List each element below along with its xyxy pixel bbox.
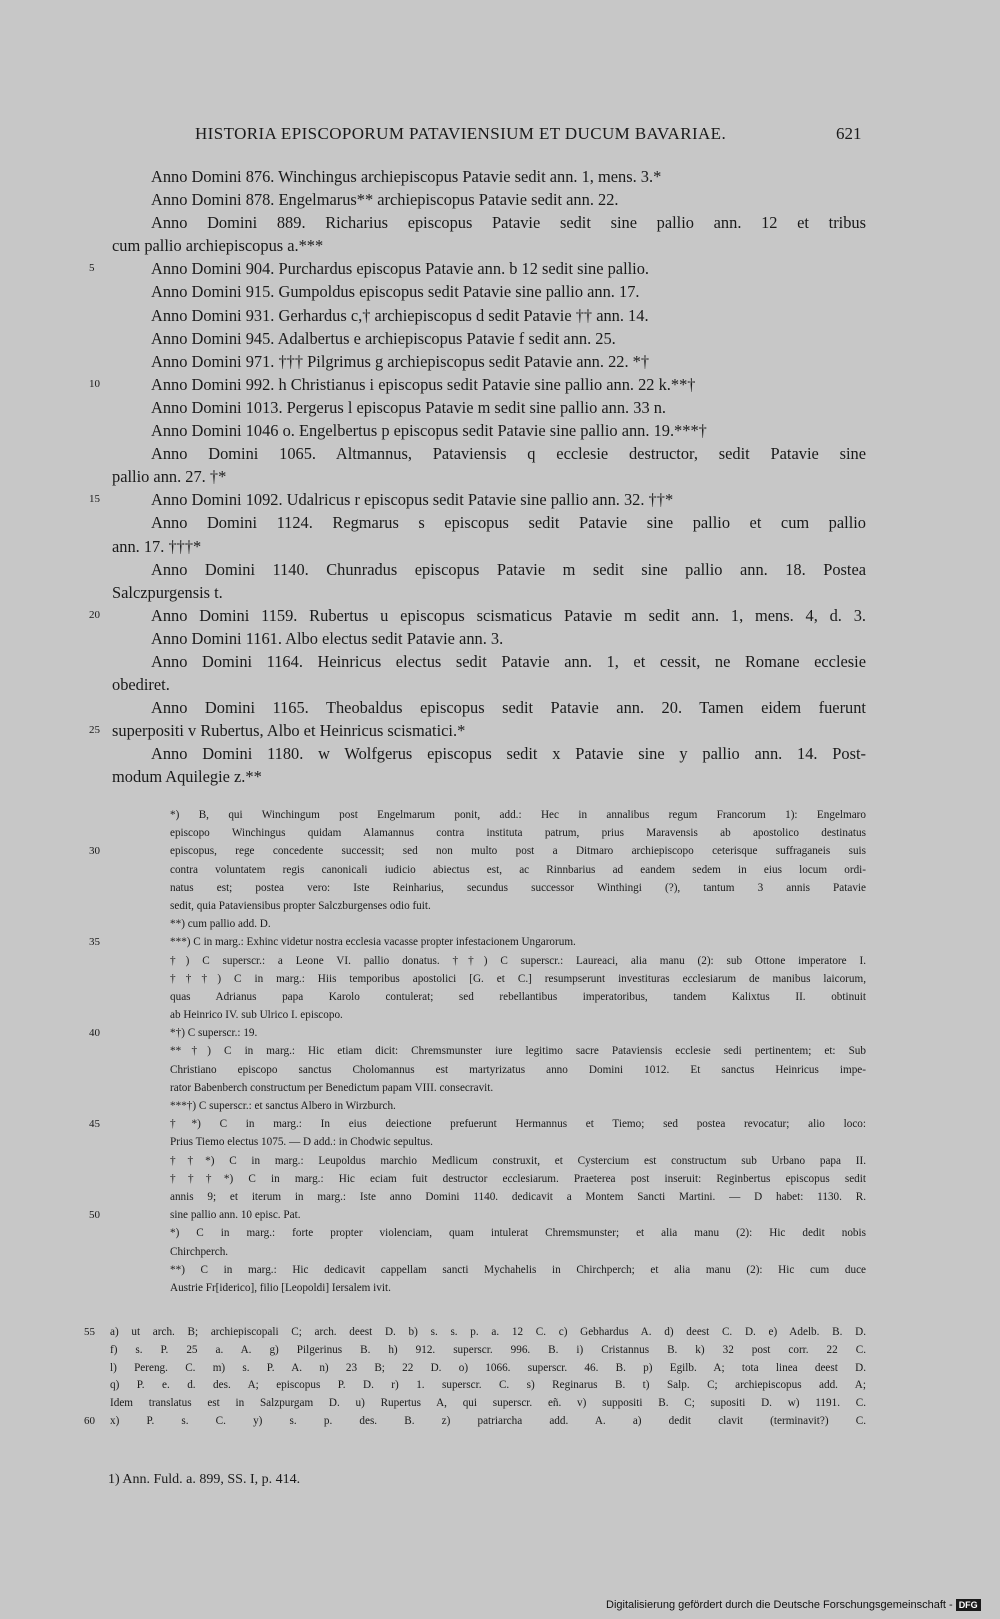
main-text: Anno Domini 945. Adalbertus e archiepiscopus Patavie f sedit ann. 25. [151, 328, 616, 348]
note-text: sine pallio ann. 10 episc. Pat. [170, 1209, 301, 1222]
note-line [112, 1042, 866, 1060]
apparatus-text: a) ut arch. B; archiepiscopali C; arch. deest D. b) s. s. p. a. 12 C. c) Gebhardus A. d) deest C. D. e) Adelb. B. D. [110, 1326, 866, 1338]
page-number: 621 [836, 124, 862, 143]
main-line [89, 488, 866, 511]
note-text: Christiano episcopo sanctus Cholomannus est martyrizatus anno Domini 1012. Et sanctus Heinricus impe- [170, 1063, 866, 1076]
line-number: 20 [89, 608, 100, 621]
main-line [112, 396, 866, 419]
main-line [89, 373, 866, 396]
apparatus-text: f) s. P. 25 a. A. g) Pilgerinus B. h) 912. superscr. 996. B. i) Cristannus B. k) 32 post corr. 22 C. [110, 1343, 866, 1356]
note-text: *) B, qui Winchingum post Engelmarum ponit, add.: Hec in annalibus regum Francorum 1): Engelmaro [170, 809, 866, 821]
line-number: 50 [89, 1209, 100, 1222]
note-text: ***) C in marg.: Exhinc videtur nostra ecclesia vacasse propter infestacionem Ungarorum. [170, 936, 576, 949]
main-line [112, 234, 866, 257]
main-text: Anno Domini 1065. Altmannus, Pataviensis q ecclesie destructor, sedit Patavie sine [151, 444, 866, 464]
main-text: Anno Domini 878. Engelmarus** archiepiscopus Patavie sedit ann. 22. [151, 190, 619, 210]
note-line [112, 1152, 866, 1170]
main-text: Anno Domini 992. h Christianus i episcopus sedit Patavie sine pallio ann. 22 k.**† [151, 374, 696, 394]
main-text: Anno Domini 1159. Rubertus u episcopus scismaticus Patavie m sedit ann. 1, mens. 4, d. 3. [151, 605, 866, 625]
note-text: *) C in marg.: forte propter violenciam, quam intulerat Chremsmunster; et alia manu (2): Hic dedit nobis [170, 1227, 866, 1240]
main-line [112, 350, 866, 373]
main-text: Anno Domini 1092. Udalricus r episcopus sedit Patavie sine pallio ann. 32. ††* [151, 490, 674, 510]
main-text: pallio ann. 27. †* [112, 467, 227, 487]
footer-text: Digitalisierung gefördert durch die Deutsche Forschungsgemeinschaft - [606, 1599, 953, 1611]
main-text: Anno Domini 904. Purchardus episcopus Patavie ann. b 12 sedit sine pallio. [151, 259, 650, 279]
note-text: Austrie Fr[iderico], filio [Leopoldi] Iersalem ivit. [170, 1281, 391, 1294]
note-line [112, 806, 866, 824]
note-line [89, 933, 866, 951]
main-text: cum pallio archiepiscopus a.*** [112, 236, 324, 256]
note-line [112, 1261, 866, 1279]
main-line [112, 673, 866, 696]
note-line [89, 842, 866, 860]
main-line [112, 211, 866, 234]
note-line [112, 879, 866, 897]
dfg-logo: DFG [956, 1599, 981, 1611]
apparatus-text: Idem translatus est in Salzpurgam D. u) Rupertus A, qui superscr. eñ. v) suppositi B. C; supositi D. w) 1191. C. [110, 1397, 866, 1410]
note-line [112, 952, 866, 970]
main-line [112, 465, 866, 488]
note-text: episcopo Winchingus quidam Alamannus contra instituta patrum, prius Maravensis ab apostolico destinatus [170, 827, 866, 840]
note-line [112, 1079, 866, 1097]
line-number: 35 [89, 936, 100, 949]
note-text: quas Adrianus papa Karolo contulerat; sed rebellantibus imperatoribus, tandem Kalixtus II. obtinuit [170, 990, 866, 1003]
main-text: Anno Domini 1164. Heinricus electus sedit Patavie ann. 1, et cessit, ne Romane ecclesie [151, 651, 866, 671]
digitization-footer [606, 1599, 981, 1611]
main-text: Anno Domini 1013. Pergerus l episcopus Patavie m sedit sine pallio ann. 33 n. [151, 397, 667, 417]
note-line [112, 1170, 866, 1188]
note-text: Chirchperch. [170, 1245, 229, 1258]
apparatus-line [84, 1413, 866, 1431]
main-text: modum Aquilegie z.** [112, 767, 262, 787]
note-text: ††*) C in marg.: Leupoldus marchio Medlicum construxit, et Cystercium est constructum sub Urbano papa II. [170, 1154, 866, 1167]
main-line [112, 535, 866, 558]
line-number: 55 [84, 1326, 95, 1338]
page-header [0, 124, 1000, 150]
line-number: 15 [89, 493, 100, 506]
main-text: Anno Domini 889. Richarius episcopus Patavie sedit sine pallio ann. 12 et tribus [151, 213, 866, 233]
note-line [112, 1224, 866, 1242]
note-text: ab Heinrico IV. sub Ulrico I. episcopo. [170, 1009, 343, 1022]
line-number: 60 [84, 1414, 95, 1427]
main-line [112, 442, 866, 465]
main-line [112, 696, 866, 719]
main-line [112, 650, 866, 673]
note-text: **) C in marg.: Hic dedicavit cappellam sancti Mychahelis in Chirchperch; et alia manu (2): Hic cum duce [170, 1263, 866, 1276]
main-line [112, 742, 866, 765]
note-text: †*) C in marg.: In eius deiectione prefuerunt Hermannus et Tiemo; sed postea revocatur; alio loco: [170, 1118, 866, 1131]
line-number: 30 [89, 845, 100, 858]
note-line [112, 1097, 866, 1115]
note-text: natus est; postea vero: Iste Reinharius, secundus successor Winthingi (?), tantum 3 annis Patavie [170, 881, 866, 894]
apparatus-text: l) Pereng. C. m) s. P. A. n) 23 B; 22 D. o) 1066. superscr. 46. B. p) Egilb. A; tota linea deest D. [110, 1361, 866, 1374]
note-line [89, 1206, 866, 1224]
note-text: **) cum pallio add. D. [170, 918, 271, 931]
note-line [112, 915, 866, 933]
main-line [112, 511, 866, 534]
note-line [112, 824, 866, 842]
main-line [89, 257, 866, 280]
main-text [89, 165, 866, 789]
main-line [112, 304, 866, 327]
main-text: Anno Domini 971. ††† Pilgrimus g archiepiscopus sedit Patavie ann. 22. *† [151, 351, 650, 371]
main-text: Anno Domini 1165. Theobaldus episcopus sedit Patavie ann. 20. Tamen eidem fuerunt [151, 698, 866, 718]
main-line [112, 327, 866, 350]
source-footnote: 1) Ann. Fuld. a. 899, SS. I, p. 414. [108, 1472, 301, 1487]
note-line [112, 897, 866, 915]
line-number: 10 [89, 377, 100, 390]
note-text: †) C superscr.: a Leone VI. pallio donatus. ††) C superscr.: Laureaci, alia manu (2): sub Ottone imperatore I. [170, 954, 866, 967]
main-text: Anno Domini 1140. Chunradus episcopus Patavie m sedit sine pallio ann. 18. Postea [151, 559, 866, 579]
note-line [112, 1243, 866, 1261]
note-text: annis 9; et iterum in marg.: Iste anno Domini 1140. dedicavit a Montem Sancti Martini. — D habet: 1130. R. [170, 1190, 866, 1203]
line-number: 40 [89, 1027, 100, 1040]
note-line [112, 1188, 866, 1206]
note-text: Prius Tiemo electus 1075. — D add.: in Chodwic sepultus. [170, 1136, 433, 1149]
note-text: *†) C superscr.: 19. [170, 1027, 258, 1040]
note-line [112, 1061, 866, 1079]
note-line [89, 1024, 866, 1042]
line-number: 5 [89, 262, 95, 275]
apparatus-line [88, 1377, 866, 1395]
note-line [89, 1115, 866, 1133]
main-text: superpositi v Rubertus, Albo et Heinricus scismatici.* [112, 721, 466, 741]
note-line [112, 988, 866, 1006]
main-line [89, 604, 866, 627]
apparatus-text: q) P. e. d. des. A; episcopus P. D. r) 1. superscr. C. s) Reginarus B. t) Salp. C; archiepiscopus add. A; [110, 1379, 866, 1392]
main-line [112, 280, 866, 303]
note-line [112, 970, 866, 988]
apparatus-line [88, 1342, 866, 1360]
note-text: contra voluntatem regis canonicali iudicio abiectus est, ac Rinnbarius ad eandem sedem in eius locum ordi- [170, 863, 866, 876]
apparatus-line [88, 1360, 866, 1378]
main-line [112, 419, 866, 442]
main-text: Salczpurgensis t. [112, 582, 223, 602]
running-title: HISTORIA EPISCOPORUM PATAVIENSIUM ET DUCUM BAVARIAE. [195, 124, 727, 143]
main-line [112, 627, 866, 650]
note-line [112, 1133, 866, 1151]
note-text: ***†) C superscr.: et sanctus Albero in Wirzburch. [170, 1100, 396, 1112]
main-line [112, 765, 866, 788]
main-line [89, 719, 866, 742]
main-line [112, 165, 866, 188]
note-line [112, 861, 866, 879]
main-text: obediret. [112, 675, 170, 695]
note-text: episcopus, rege concedente successit; sed non multo post a Ditmaro archiepiscopo ceterisque suffraganeis suis [170, 845, 866, 858]
main-text: Anno Domini 1124. Regmarus s episcopus sedit Patavie sine pallio et cum pallio [151, 513, 866, 533]
apparatus-text: x) P. s. C. y) s. p. des. B. z) patriarcha add. A. a) dedit clavit (terminavit?) C. [110, 1414, 866, 1427]
note-text: rator Babenberch constructum per Benedictum papam VIII. consecravit. [170, 1081, 494, 1094]
main-line [112, 558, 866, 581]
line-number: 25 [89, 724, 100, 737]
note-text: **†) C in marg.: Hic etiam dicit: Chremsmunster iure legitimo sacre Pataviensis ecclesie sedi pertinentem; et: Sub [170, 1045, 866, 1058]
note-line [112, 1006, 866, 1024]
main-text: Anno Domini 1161. Albo electus sedit Patavie ann. 3. [151, 628, 504, 648]
main-text: Anno Domini 915. Gumpoldus episcopus sedit Patavie sine pallio ann. 17. [151, 282, 640, 302]
line-number: 45 [89, 1118, 100, 1131]
main-text: Anno Domini 1180. w Wolfgerus episcopus sedit x Patavie sine y pallio ann. 14. Post- [151, 744, 866, 764]
note-line [112, 1279, 866, 1297]
apparatus-line [84, 1324, 866, 1342]
apparatus-line [88, 1395, 866, 1413]
main-line [112, 581, 866, 604]
main-text: Anno Domini 1046 o. Engelbertus p episcopus sedit Patavie sine pallio ann. 19.***† [151, 421, 707, 441]
main-text: Anno Domini 876. Winchingus archiepiscopus Patavie sedit ann. 1, mens. 3.* [151, 167, 662, 186]
note-text: sedit, quia Pataviensibus propter Salczburgenses odio fuit. [170, 899, 431, 912]
critical-apparatus [84, 1324, 866, 1431]
main-text: ann. 17. †††* [112, 536, 202, 556]
note-text: †††) C in marg.: Hiis temporibus apostolici [G. et C.] resumpserunt investituras ecclesiarum de manibus laicorum, [170, 972, 866, 985]
footnotes-block [89, 806, 866, 1297]
note-text: †††*) C in marg.: Hic eciam fuit destructor ecclesiarum. Praeterea post inseruit: Reginbertus episcopus sedit [170, 1172, 866, 1185]
main-text: Anno Domini 931. Gerhardus c,† archiepiscopus d sedit Patavie †† ann. 14. [151, 305, 649, 325]
main-line [112, 188, 866, 211]
